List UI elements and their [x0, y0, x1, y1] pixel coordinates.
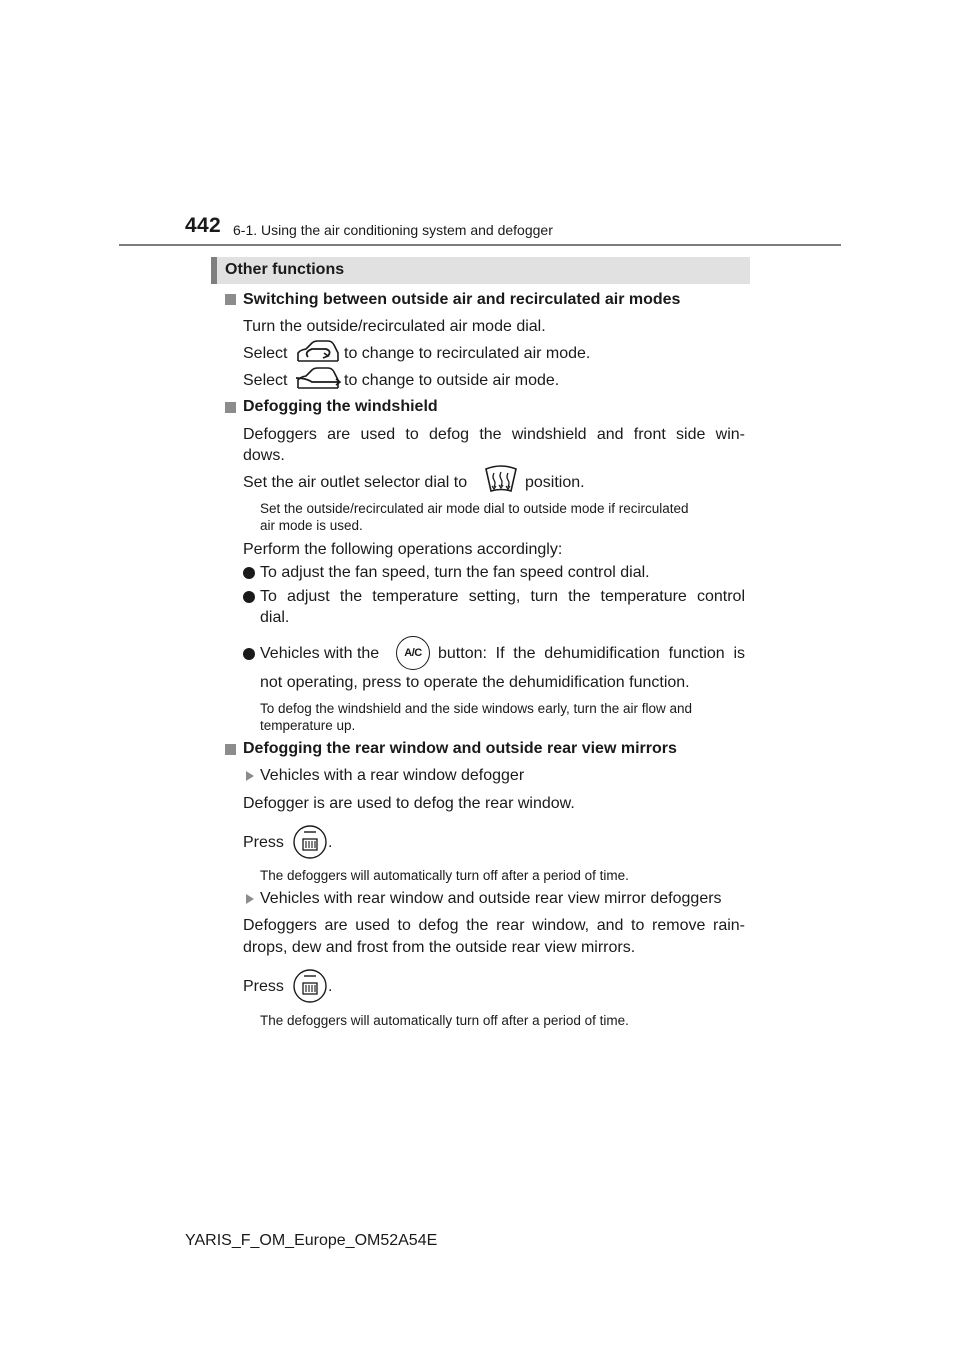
press-label-2: Press: [243, 978, 284, 995]
bullet-dot: [243, 591, 255, 603]
select-label-recirc: Select: [243, 345, 288, 362]
heading-square-icon: [225, 744, 236, 755]
section-bar-edge: [211, 257, 217, 284]
bullet-dot: [243, 567, 255, 579]
bullet-ac-prefix: Vehicles with the: [260, 645, 380, 662]
bullet-ac-line2: not operating, press to operate the dehumidification function.: [260, 674, 690, 691]
note-auto-off-2: The defoggers will automatically turn off after a period of time.: [260, 1013, 629, 1028]
press-period-1: .: [328, 834, 333, 851]
sub-heading-triangle-icon: [246, 771, 254, 781]
windshield-paragraph-line2: dows.: [243, 447, 285, 464]
bullet-ac-suffix: button: If the dehumidification function is: [438, 645, 745, 662]
heading-square-icon: [225, 402, 236, 413]
press-label-1: Press: [243, 834, 284, 851]
bullet-temperature-line1: To adjust the temperature setting, turn the temperature control: [260, 588, 745, 605]
rear-heading: Defogging the rear window and outside rear view mirrors: [243, 740, 677, 757]
section-title: Other functions: [225, 261, 345, 278]
press-period-2: .: [328, 978, 333, 995]
mirror-defogger-button-icon: [293, 967, 327, 1005]
outside-air-icon: [296, 366, 342, 394]
rear-sub2-heading: Vehicles with rear window and outside rear view mirror defoggers: [260, 890, 722, 907]
operations-intro: Perform the following operations accordingly:: [243, 541, 563, 558]
recirculated-air-icon: [296, 339, 340, 367]
section-title-bar: [211, 257, 750, 284]
ac-button-label: A/C: [404, 647, 422, 659]
heading-square-icon: [225, 294, 236, 305]
outlet-selector-position: position.: [525, 474, 585, 491]
rear-sub2-paragraph-line2: drops, dew and frost from the outside rear view mirrors.: [243, 939, 636, 956]
note-recirculated-line2: air mode is used.: [260, 518, 363, 533]
note-defog-early-line1: To defog the windshield and the side windows early, turn the air flow and: [260, 701, 693, 716]
header-rule: [119, 244, 841, 246]
bullet-fan-speed: To adjust the fan speed, turn the fan speed control dial.: [260, 564, 650, 581]
rear-sub1-paragraph: Defogger is are used to defog the rear window.: [243, 795, 575, 812]
windshield-paragraph-line1: Defoggers are used to defog the windshield and front side win-: [243, 426, 745, 443]
select-label-outside: Select: [243, 372, 288, 389]
bullet-temperature-line2: dial.: [260, 609, 290, 626]
note-auto-off-1: The defoggers will automatically turn off after a period of time.: [260, 868, 629, 883]
ac-button-icon: [396, 636, 430, 670]
bullet-dot: [243, 648, 255, 660]
outside-description: to change to outside air mode.: [344, 372, 560, 389]
recirc-description: to change to recirculated air mode.: [344, 345, 591, 362]
windshield-heading: Defogging the windshield: [243, 398, 438, 415]
note-defog-early-line2: temperature up.: [260, 718, 356, 733]
sub-heading-triangle-icon: [246, 894, 254, 904]
note-recirculated-line1: Set the outside/recirculated air mode dial to outside mode if recirculated: [260, 501, 689, 516]
running-header: 6-1. Using the air conditioning system and defogger: [233, 222, 553, 238]
rear-sub1-heading: Vehicles with a rear window defogger: [260, 767, 525, 784]
outlet-selector-text: Set the air outlet selector dial to: [243, 474, 468, 491]
rear-sub2-paragraph-line1: Defoggers are used to defog the rear window, and to remove rain-: [243, 917, 745, 934]
page-number: 442: [185, 214, 221, 237]
switching-heading: Switching between outside air and recirculated air modes: [243, 291, 681, 308]
document-code: YARIS_F_OM_Europe_OM52A54E: [185, 1232, 438, 1249]
switching-instruction: Turn the outside/recirculated air mode dial.: [243, 318, 546, 335]
windshield-defogger-icon: [483, 465, 519, 495]
rear-defogger-button-icon: [293, 823, 327, 861]
